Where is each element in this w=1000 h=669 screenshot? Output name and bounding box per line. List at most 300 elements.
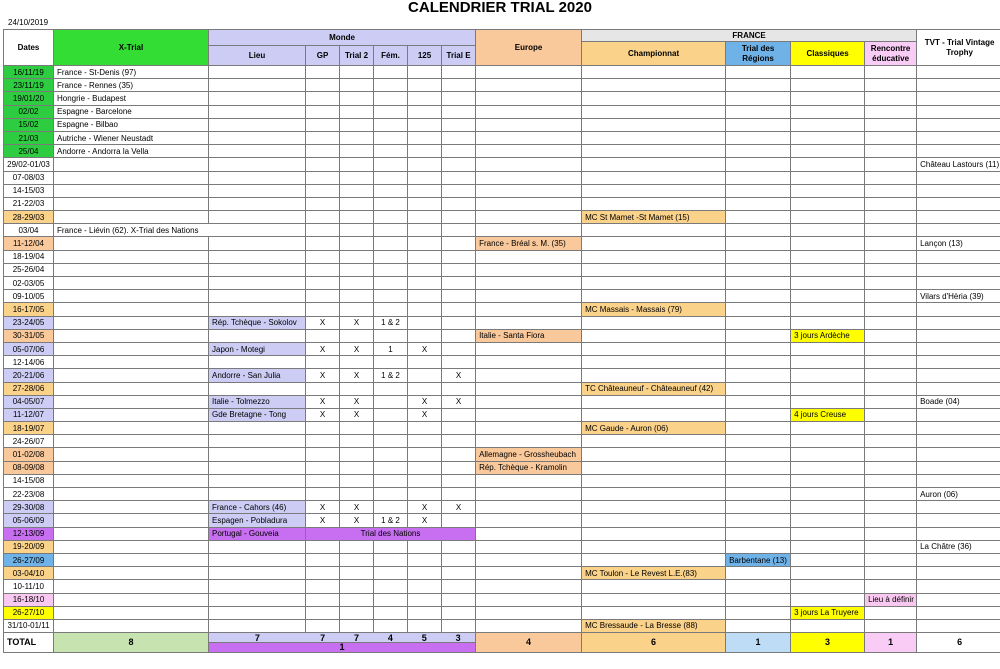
monde-lieu-cell xyxy=(209,105,306,118)
classiques-cell xyxy=(791,540,865,553)
calendar-row xyxy=(4,250,1000,263)
total-europe: 4 xyxy=(476,633,582,653)
championnat-cell xyxy=(582,514,726,527)
calendar-row xyxy=(4,263,1000,276)
triale-cell xyxy=(442,606,476,619)
championnat-cell xyxy=(582,237,726,250)
calendar-row xyxy=(4,567,1000,580)
xtrial-cell xyxy=(54,250,209,263)
calendar-row xyxy=(4,593,1000,606)
fem-cell: 1 & 2 xyxy=(374,369,408,382)
total-triale: 3 xyxy=(455,633,461,644)
calendar-row xyxy=(4,224,1000,237)
calendar-row xyxy=(4,501,1000,514)
gp-cell xyxy=(306,329,340,342)
monde-lieu-cell xyxy=(209,553,306,566)
fem-cell xyxy=(374,461,408,474)
rencontre-cell xyxy=(865,527,917,540)
classiques-cell xyxy=(791,316,865,329)
tvt-cell: Auron (06) xyxy=(917,488,1000,501)
fem-cell xyxy=(374,580,408,593)
championnat-cell xyxy=(582,290,726,303)
trial2-cell xyxy=(340,356,374,369)
regions-cell xyxy=(726,329,791,342)
rencontre-cell xyxy=(865,435,917,448)
championnat-cell xyxy=(582,553,726,566)
regions-cell xyxy=(726,474,791,487)
c125-cell xyxy=(408,474,442,487)
xtrial-cell xyxy=(54,593,209,606)
rencontre-cell xyxy=(865,474,917,487)
fem-cell: 1 & 2 xyxy=(374,514,408,527)
regions-cell xyxy=(726,619,791,632)
monde-lieu-cell: Espagen - Pobladura xyxy=(209,514,306,527)
trial2-cell xyxy=(340,66,374,79)
triale-cell xyxy=(442,290,476,303)
fem-cell xyxy=(374,382,408,395)
monde-lieu-cell xyxy=(209,567,306,580)
triale-cell xyxy=(442,131,476,144)
regions-cell xyxy=(726,158,791,171)
classiques-cell xyxy=(791,237,865,250)
calendar-row xyxy=(4,158,1000,171)
regions-cell: Barbentane (13) xyxy=(726,553,791,566)
gp-cell xyxy=(306,79,340,92)
tvt-cell xyxy=(917,92,1000,105)
classiques-cell xyxy=(791,567,865,580)
c125-cell xyxy=(408,329,442,342)
regions-cell xyxy=(726,527,791,540)
gp-cell xyxy=(306,303,340,316)
xtrial-cell xyxy=(54,435,209,448)
triale-cell xyxy=(442,158,476,171)
date-cell: 01-02/08 xyxy=(4,448,54,461)
c125-cell xyxy=(408,145,442,158)
c125-cell: X xyxy=(408,342,442,355)
classiques-cell xyxy=(791,395,865,408)
gp-cell xyxy=(306,290,340,303)
fem-cell xyxy=(374,171,408,184)
classiques-cell xyxy=(791,303,865,316)
fem-cell xyxy=(374,408,408,421)
c125-cell: X xyxy=(408,395,442,408)
xtrial-cell xyxy=(54,606,209,619)
c125-cell xyxy=(408,567,442,580)
calendar-row xyxy=(4,619,1000,632)
europe-cell xyxy=(476,171,582,184)
europe-cell xyxy=(476,158,582,171)
triale-cell xyxy=(442,66,476,79)
europe-cell: Allemagne - Grossheubach xyxy=(476,448,582,461)
date-cell: 23/11/19 xyxy=(4,79,54,92)
date-cell: 11-12/04 xyxy=(4,237,54,250)
calendar-row xyxy=(4,553,1000,566)
regions-cell xyxy=(726,105,791,118)
championnat-cell xyxy=(582,131,726,144)
europe-cell xyxy=(476,488,582,501)
gp-cell xyxy=(306,145,340,158)
calendar-row xyxy=(4,211,1000,224)
date-cell: 30-31/05 xyxy=(4,329,54,342)
rencontre-cell xyxy=(865,237,917,250)
xtrial-cell xyxy=(54,184,209,197)
triale-cell xyxy=(442,105,476,118)
classiques-cell xyxy=(791,171,865,184)
header-gp: GP xyxy=(306,46,340,66)
europe-cell xyxy=(476,369,582,382)
triale-cell xyxy=(442,118,476,131)
tvt-cell xyxy=(917,606,1000,619)
date-cell: 18-19/07 xyxy=(4,422,54,435)
header-regions: Trial des Régions xyxy=(726,42,791,66)
calendar-row xyxy=(4,237,1000,250)
europe-cell xyxy=(476,356,582,369)
regions-cell xyxy=(726,501,791,514)
monde-lieu-cell xyxy=(209,540,306,553)
trial2-cell xyxy=(340,567,374,580)
gp-cell: X xyxy=(306,369,340,382)
calendar-row xyxy=(4,408,1000,421)
gp-cell xyxy=(306,66,340,79)
monde-lieu-cell xyxy=(209,461,306,474)
monde-lieu-cell xyxy=(209,250,306,263)
c125-cell xyxy=(408,606,442,619)
xtrial-cell xyxy=(54,290,209,303)
fem-cell xyxy=(374,145,408,158)
fem-cell xyxy=(374,356,408,369)
triale-cell xyxy=(442,342,476,355)
rencontre-cell xyxy=(865,553,917,566)
trial2-cell xyxy=(340,461,374,474)
gp-cell xyxy=(306,540,340,553)
regions-cell xyxy=(726,118,791,131)
total-fem: 4 xyxy=(387,633,393,644)
tvt-cell xyxy=(917,448,1000,461)
classiques-cell xyxy=(791,369,865,382)
trial2-cell xyxy=(340,158,374,171)
rencontre-cell xyxy=(865,382,917,395)
rencontre-cell xyxy=(865,92,917,105)
rencontre-cell xyxy=(865,408,917,421)
tvt-cell: Lançon (13) xyxy=(917,237,1000,250)
regions-cell xyxy=(726,356,791,369)
championnat-cell: TC Châteauneuf - Châteauneuf (42) xyxy=(582,382,726,395)
calendar-row xyxy=(4,118,1000,131)
tvt-cell xyxy=(917,211,1000,224)
regions-cell xyxy=(726,408,791,421)
championnat-cell xyxy=(582,277,726,290)
trial2-cell xyxy=(340,435,374,448)
fem-cell xyxy=(374,66,408,79)
calendar-row xyxy=(4,356,1000,369)
monde-lieu-cell xyxy=(209,382,306,395)
tvt-cell xyxy=(917,342,1000,355)
rencontre-cell xyxy=(865,488,917,501)
tvt-cell xyxy=(917,501,1000,514)
classiques-cell: 4 jours Creuse xyxy=(791,408,865,421)
date-cell: 07-08/03 xyxy=(4,171,54,184)
tvt-cell xyxy=(917,474,1000,487)
tvt-cell xyxy=(917,105,1000,118)
regions-cell xyxy=(726,197,791,210)
rencontre-cell xyxy=(865,422,917,435)
rencontre-cell xyxy=(865,448,917,461)
europe-cell xyxy=(476,474,582,487)
classiques-cell xyxy=(791,197,865,210)
championnat-cell xyxy=(582,316,726,329)
gp-cell xyxy=(306,237,340,250)
classiques-cell xyxy=(791,105,865,118)
date-cell: 09-10/05 xyxy=(4,290,54,303)
trial-des-nations-cell: Trial des Nations xyxy=(306,527,476,540)
fem-cell xyxy=(374,105,408,118)
triale-cell xyxy=(442,92,476,105)
tvt-cell xyxy=(917,79,1000,92)
calendar-row xyxy=(4,277,1000,290)
monde-lieu-cell xyxy=(209,356,306,369)
calendar-row xyxy=(4,171,1000,184)
gp-cell xyxy=(306,619,340,632)
trial2-cell xyxy=(340,580,374,593)
triale-cell xyxy=(442,553,476,566)
xtrial-cell: Hongrie - Budapest xyxy=(54,92,209,105)
date-cell: 05-07/06 xyxy=(4,342,54,355)
c125-cell xyxy=(408,369,442,382)
tvt-cell xyxy=(917,145,1000,158)
date-cell: 21-22/03 xyxy=(4,197,54,210)
regions-cell xyxy=(726,303,791,316)
xtrial-cell xyxy=(54,474,209,487)
regions-cell xyxy=(726,514,791,527)
gp-cell xyxy=(306,593,340,606)
total-monde xyxy=(209,633,476,653)
classiques-cell xyxy=(791,250,865,263)
rencontre-cell xyxy=(865,197,917,210)
gp-cell: X xyxy=(306,395,340,408)
trial2-cell: X xyxy=(340,514,374,527)
calendar-row xyxy=(4,145,1000,158)
triale-cell xyxy=(442,316,476,329)
fem-cell xyxy=(374,158,408,171)
regions-cell xyxy=(726,184,791,197)
c125-cell xyxy=(408,461,442,474)
triale-cell xyxy=(442,435,476,448)
fem-cell xyxy=(374,540,408,553)
rencontre-cell xyxy=(865,461,917,474)
trial2-cell xyxy=(340,263,374,276)
fem-cell xyxy=(374,474,408,487)
classiques-cell xyxy=(791,131,865,144)
trial2-cell xyxy=(340,619,374,632)
tvt-cell xyxy=(917,224,1000,237)
gp-cell xyxy=(306,158,340,171)
tvt-cell xyxy=(917,580,1000,593)
tvt-cell xyxy=(917,329,1000,342)
c125-cell xyxy=(408,171,442,184)
xtrial-cell xyxy=(54,488,209,501)
europe-cell xyxy=(476,567,582,580)
monde-lieu-cell xyxy=(209,237,306,250)
c125-cell xyxy=(408,197,442,210)
xtrial-cell xyxy=(54,342,209,355)
trial2-cell xyxy=(340,303,374,316)
regions-cell xyxy=(726,92,791,105)
gp-cell xyxy=(306,211,340,224)
gp-cell xyxy=(306,197,340,210)
xtrial-cell xyxy=(54,211,209,224)
total-championnat: 6 xyxy=(582,633,726,653)
championnat-cell xyxy=(582,527,726,540)
xtrial-cell xyxy=(54,514,209,527)
rencontre-cell xyxy=(865,66,917,79)
championnat-cell xyxy=(582,145,726,158)
triale-cell xyxy=(442,488,476,501)
regions-cell xyxy=(726,263,791,276)
date-cell: 31/10-01/11 xyxy=(4,619,54,632)
calendar-row xyxy=(4,395,1000,408)
fem-cell xyxy=(374,422,408,435)
c125-cell xyxy=(408,250,442,263)
tvt-cell xyxy=(917,356,1000,369)
date-cell: 05-06/09 xyxy=(4,514,54,527)
europe-cell xyxy=(476,211,582,224)
calendar-row xyxy=(4,316,1000,329)
monde-lieu-cell: France - Cahors (46) xyxy=(209,501,306,514)
date-cell: 23-24/05 xyxy=(4,316,54,329)
date-cell: 10-11/10 xyxy=(4,580,54,593)
classiques-cell xyxy=(791,422,865,435)
regions-cell xyxy=(726,342,791,355)
fem-cell xyxy=(374,619,408,632)
monde-lieu-cell xyxy=(209,131,306,144)
gp-cell xyxy=(306,553,340,566)
tvt-cell xyxy=(917,527,1000,540)
triale-cell xyxy=(442,171,476,184)
championnat-cell xyxy=(582,224,726,237)
europe-cell xyxy=(476,553,582,566)
date-cell: 22-23/08 xyxy=(4,488,54,501)
regions-cell xyxy=(726,250,791,263)
monde-lieu-cell: Gde Bretagne - Tong xyxy=(209,408,306,421)
tvt-cell xyxy=(917,118,1000,131)
championnat-cell xyxy=(582,105,726,118)
championnat-cell xyxy=(582,184,726,197)
c125-cell xyxy=(408,290,442,303)
rencontre-cell xyxy=(865,211,917,224)
tvt-cell xyxy=(917,382,1000,395)
triale-cell xyxy=(442,408,476,421)
fem-cell xyxy=(374,395,408,408)
c125-cell xyxy=(408,593,442,606)
classiques-cell xyxy=(791,382,865,395)
monde-lieu-cell xyxy=(209,593,306,606)
xtrial-cell: France - Liévin (62). X-Trial des Nations xyxy=(54,224,306,237)
championnat-cell xyxy=(582,580,726,593)
triale-cell xyxy=(442,593,476,606)
fem-cell xyxy=(374,501,408,514)
monde-lieu-cell xyxy=(209,197,306,210)
xtrial-cell: Andorre - Andorra la Vella xyxy=(54,145,209,158)
europe-cell xyxy=(476,118,582,131)
monde-lieu-cell xyxy=(209,329,306,342)
calendar-row xyxy=(4,290,1000,303)
date-cell: 19-20/09 xyxy=(4,540,54,553)
xtrial-cell xyxy=(54,197,209,210)
classiques-cell xyxy=(791,118,865,131)
trial2-cell: X xyxy=(340,395,374,408)
regions-cell xyxy=(726,237,791,250)
calendar-row xyxy=(4,342,1000,355)
europe-cell xyxy=(476,514,582,527)
rencontre-cell xyxy=(865,184,917,197)
triale-cell: X xyxy=(442,501,476,514)
championnat-cell xyxy=(582,356,726,369)
xtrial-cell xyxy=(54,619,209,632)
fem-cell xyxy=(374,131,408,144)
championnat-cell xyxy=(582,171,726,184)
xtrial-cell xyxy=(54,540,209,553)
xtrial-cell xyxy=(54,553,209,566)
regions-cell xyxy=(726,606,791,619)
rencontre-cell xyxy=(865,224,917,237)
c125-cell xyxy=(408,131,442,144)
xtrial-cell xyxy=(54,408,209,421)
classiques-cell xyxy=(791,356,865,369)
europe-cell xyxy=(476,606,582,619)
xtrial-cell xyxy=(54,567,209,580)
regions-cell xyxy=(726,131,791,144)
classiques-cell xyxy=(791,448,865,461)
gp-cell: X xyxy=(306,316,340,329)
fem-cell xyxy=(374,329,408,342)
monde-lieu-cell xyxy=(209,92,306,105)
xtrial-cell xyxy=(54,422,209,435)
classiques-cell: 3 jours Ardèche xyxy=(791,329,865,342)
triale-cell xyxy=(442,422,476,435)
fem-cell xyxy=(374,79,408,92)
regions-cell xyxy=(726,448,791,461)
gp-cell xyxy=(306,250,340,263)
gp-cell: X xyxy=(306,501,340,514)
fem-cell xyxy=(374,277,408,290)
c125-cell xyxy=(408,448,442,461)
rencontre-cell xyxy=(865,79,917,92)
c125-cell xyxy=(408,277,442,290)
calendar-row xyxy=(4,105,1000,118)
date-cell: 29/02-01/03 xyxy=(4,158,54,171)
date-cell: 16/11/19 xyxy=(4,66,54,79)
classiques-cell xyxy=(791,263,865,276)
rencontre-cell xyxy=(865,606,917,619)
header-triale: Trial E xyxy=(442,46,476,66)
trial2-cell xyxy=(340,79,374,92)
championnat-cell xyxy=(582,448,726,461)
date-cell: 19/01/20 xyxy=(4,92,54,105)
classiques-cell xyxy=(791,158,865,171)
tvt-cell: Château Lastours (11) xyxy=(917,158,1000,171)
calendar-row xyxy=(4,540,1000,553)
date-cell: 14-15/03 xyxy=(4,184,54,197)
monde-lieu-cell xyxy=(209,290,306,303)
europe-cell xyxy=(476,342,582,355)
tvt-cell xyxy=(917,369,1000,382)
trial2-cell xyxy=(340,606,374,619)
europe-cell xyxy=(476,619,582,632)
c125-cell xyxy=(408,435,442,448)
classiques-cell: 3 jours La Truyere xyxy=(791,606,865,619)
triale-cell: X xyxy=(442,395,476,408)
triale-cell xyxy=(442,224,476,237)
